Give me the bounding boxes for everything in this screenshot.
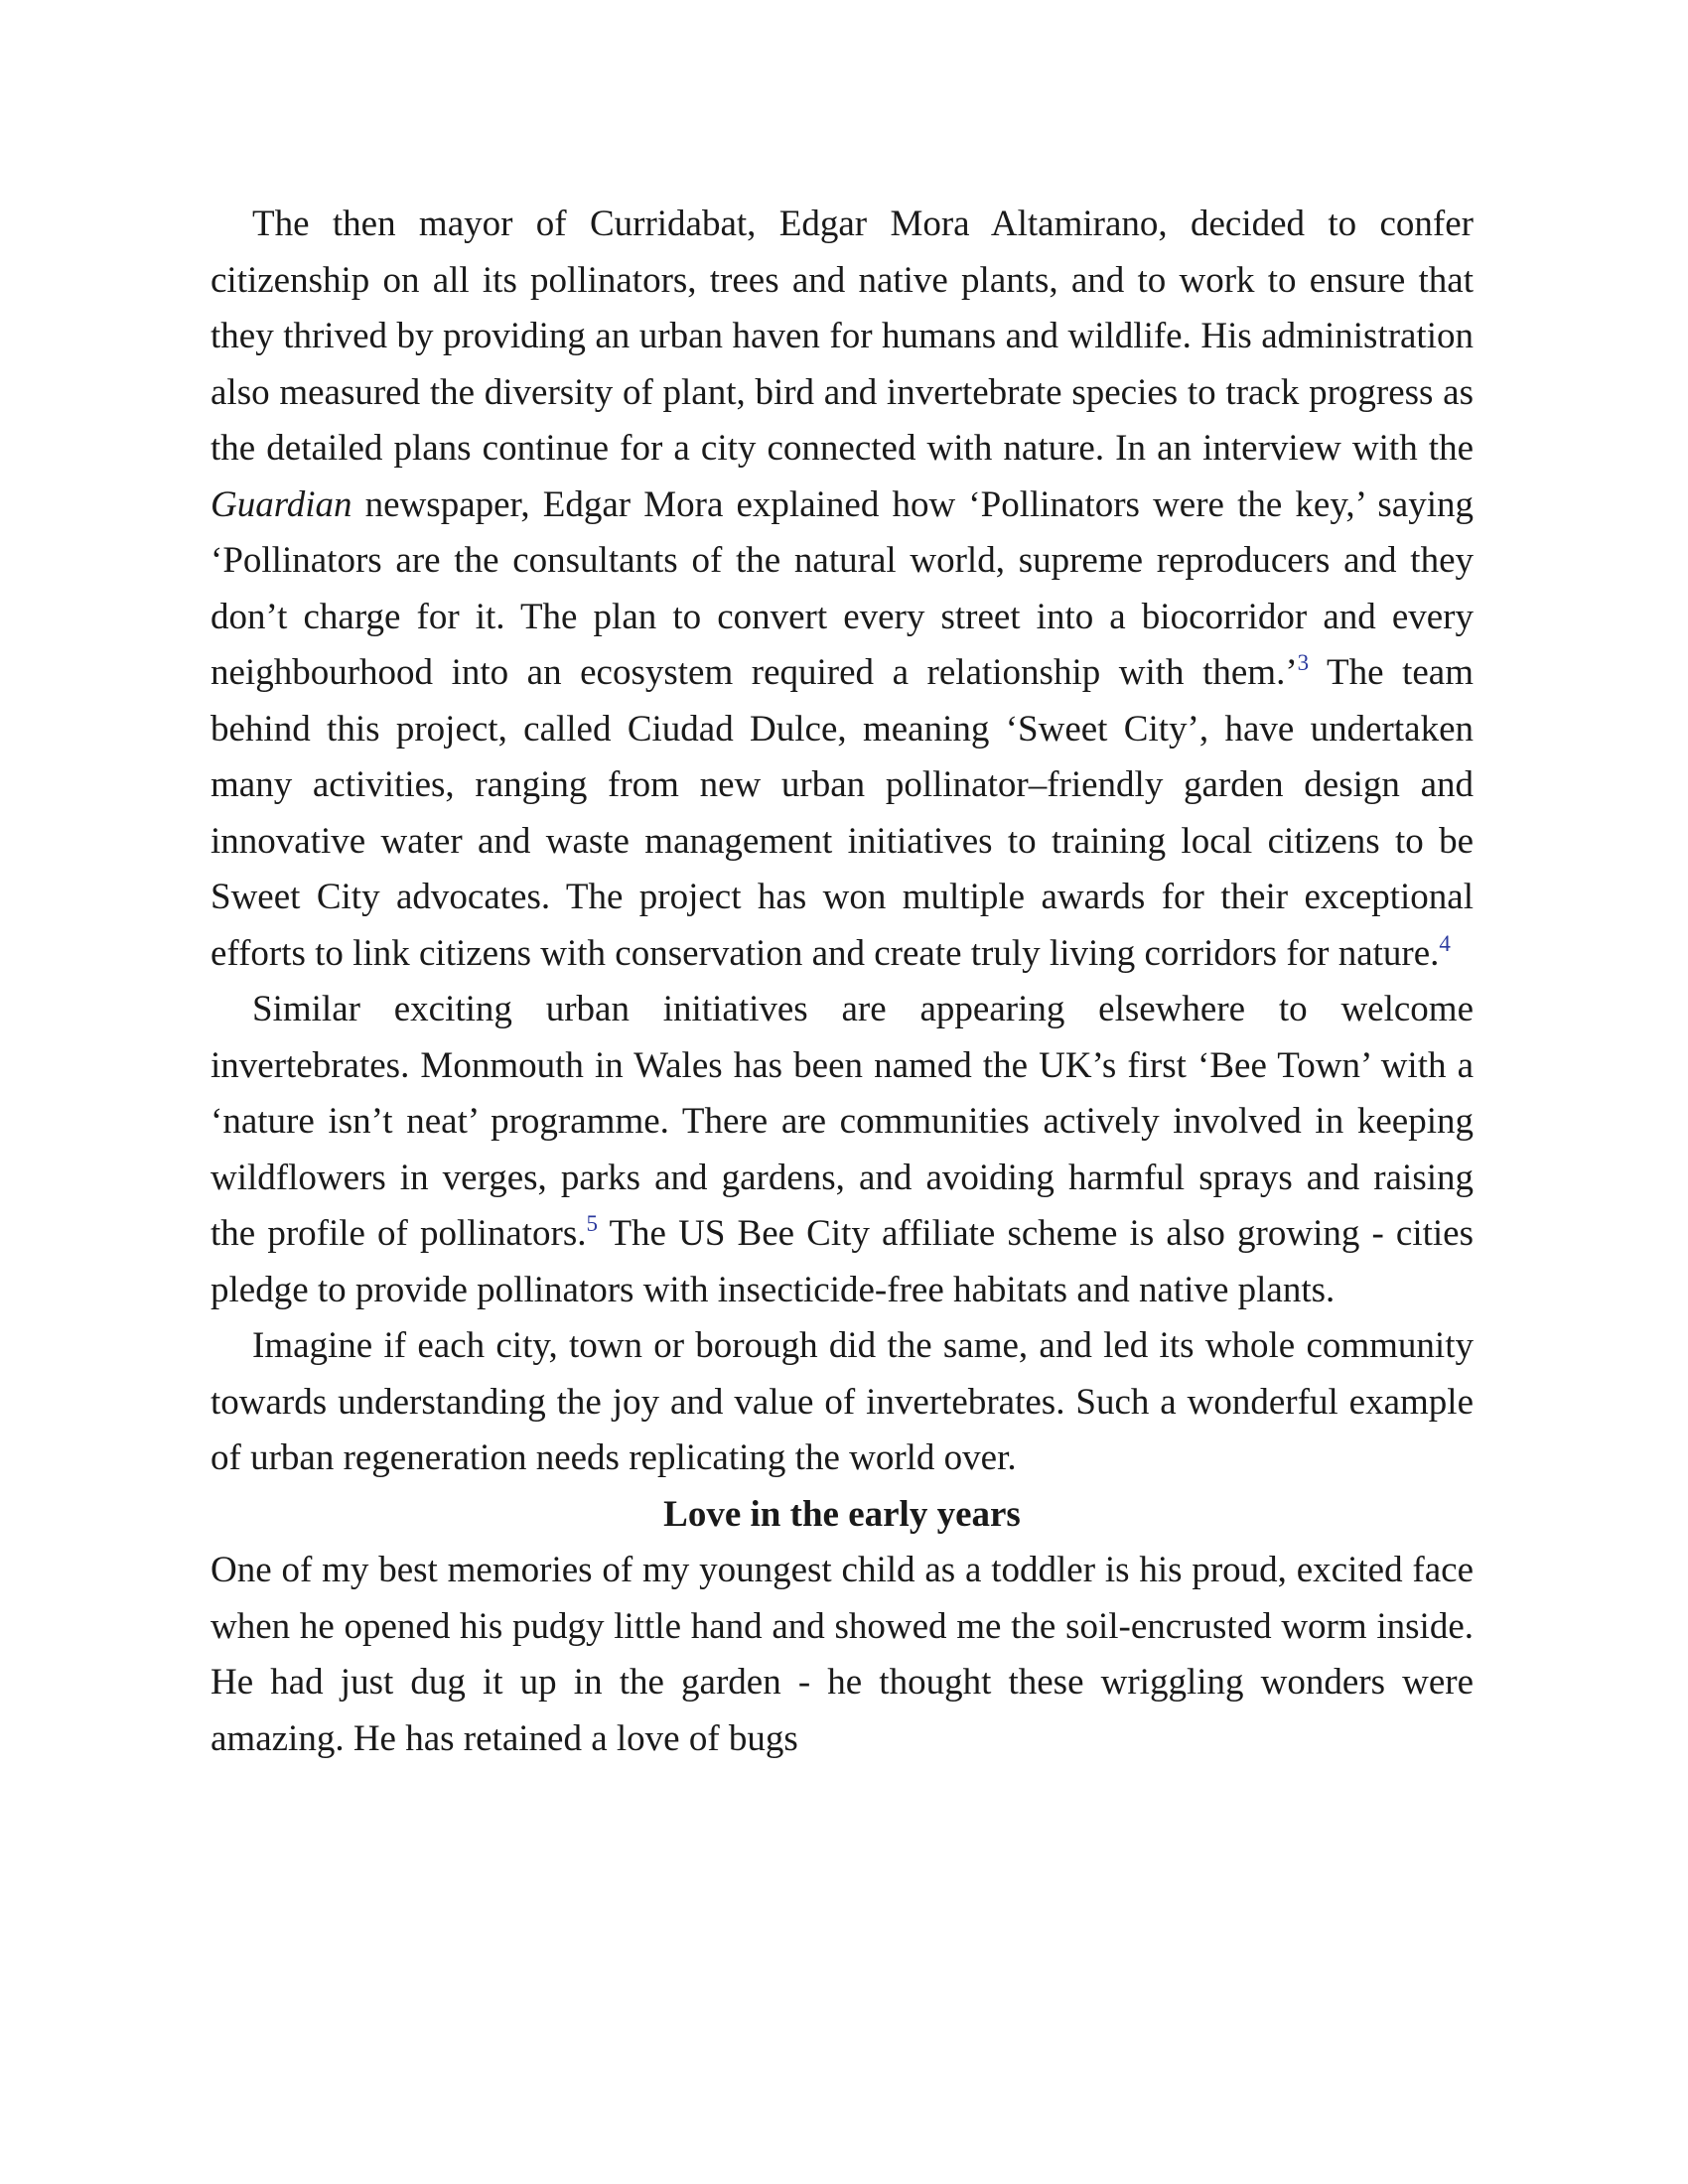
paragraph-text: The US Bee City affiliate scheme is also growing - cities pledge to provide pollinators with insecticide-free habitats and native plants. [211,1213,1474,1310]
body-text [211,197,1474,1767]
paragraph-text: newspaper, Edgar Mora explained how ‘Pollinators were the key,’ saying ‘Pollinators are the consultants of the natural world, supreme reproducers and they don’t charge for it. The plan to convert every street into a biocorridor and every neighbourhood into an ecosystem required a relationship with them.’ [211,483,1474,693]
section-heading: Love in the early years [663,1493,1021,1535]
footnote-ref-5[interactable]: 5 [586,1211,599,1236]
paragraph-imagine: Imagine if each city, town or borough did the same, and led its whole community towards understanding the joy and value of invertebrates. Such a wonderful example of urban regeneration needs replicating the world over. [211,1325,1474,1478]
footnote-ref-4[interactable]: 4 [1439,930,1451,956]
footnote-ref-3[interactable]: 3 [1297,650,1310,675]
newspaper-title: Guardian [211,483,352,525]
paragraph-early-years: One of my best memories of my youngest child as a toddler is his proud, excited face when he opened his pudgy little hand and showed me the soil-encrusted worm inside. He had just dug it up in the garden - he thought these wriggling wonders were amazing. He has retained a love of bugs [211,1550,1474,1759]
paragraph-text: The then mayor of Curridabat, Edgar Mora Altamirano, decided to confer citizenship on all its pollinators, trees and native plants, and to work to ensure that they thrived by providing an urban haven for humans and wildlife. His administration also measured the diversity of plant, bird and invertebrate species to track progress as the detailed plans continue for a city connected with nature. In an interview with the [211,204,1474,469]
paragraph-text: Similar exciting urban initiatives are appearing elsewhere to welcome invertebrates. Monmouth in Wales has been named the UK’s first ‘Bee Town’ with a ‘nature isn’t neat’ programme. There are communities actively involved in keeping wildflowers in verges, parks and gardens, and avoiding harmful sprays and raising the profile of pollinators. [211,989,1474,1254]
paragraph-curridabat [211,197,1474,982]
paragraph-bee-town [211,982,1474,1318]
paragraph-text: The team behind this project, called Ciudad Dulce, meaning ‘Sweet City’, have undertaken many activities, ranging from new urban pollinator–friendly garden design and innovative water and waste management initiatives to training local citizens to be Sweet City advocates. The project has won multiple awards for their exceptional efforts to link citizens with conservation and create truly living corridors for nature. [211,652,1474,974]
